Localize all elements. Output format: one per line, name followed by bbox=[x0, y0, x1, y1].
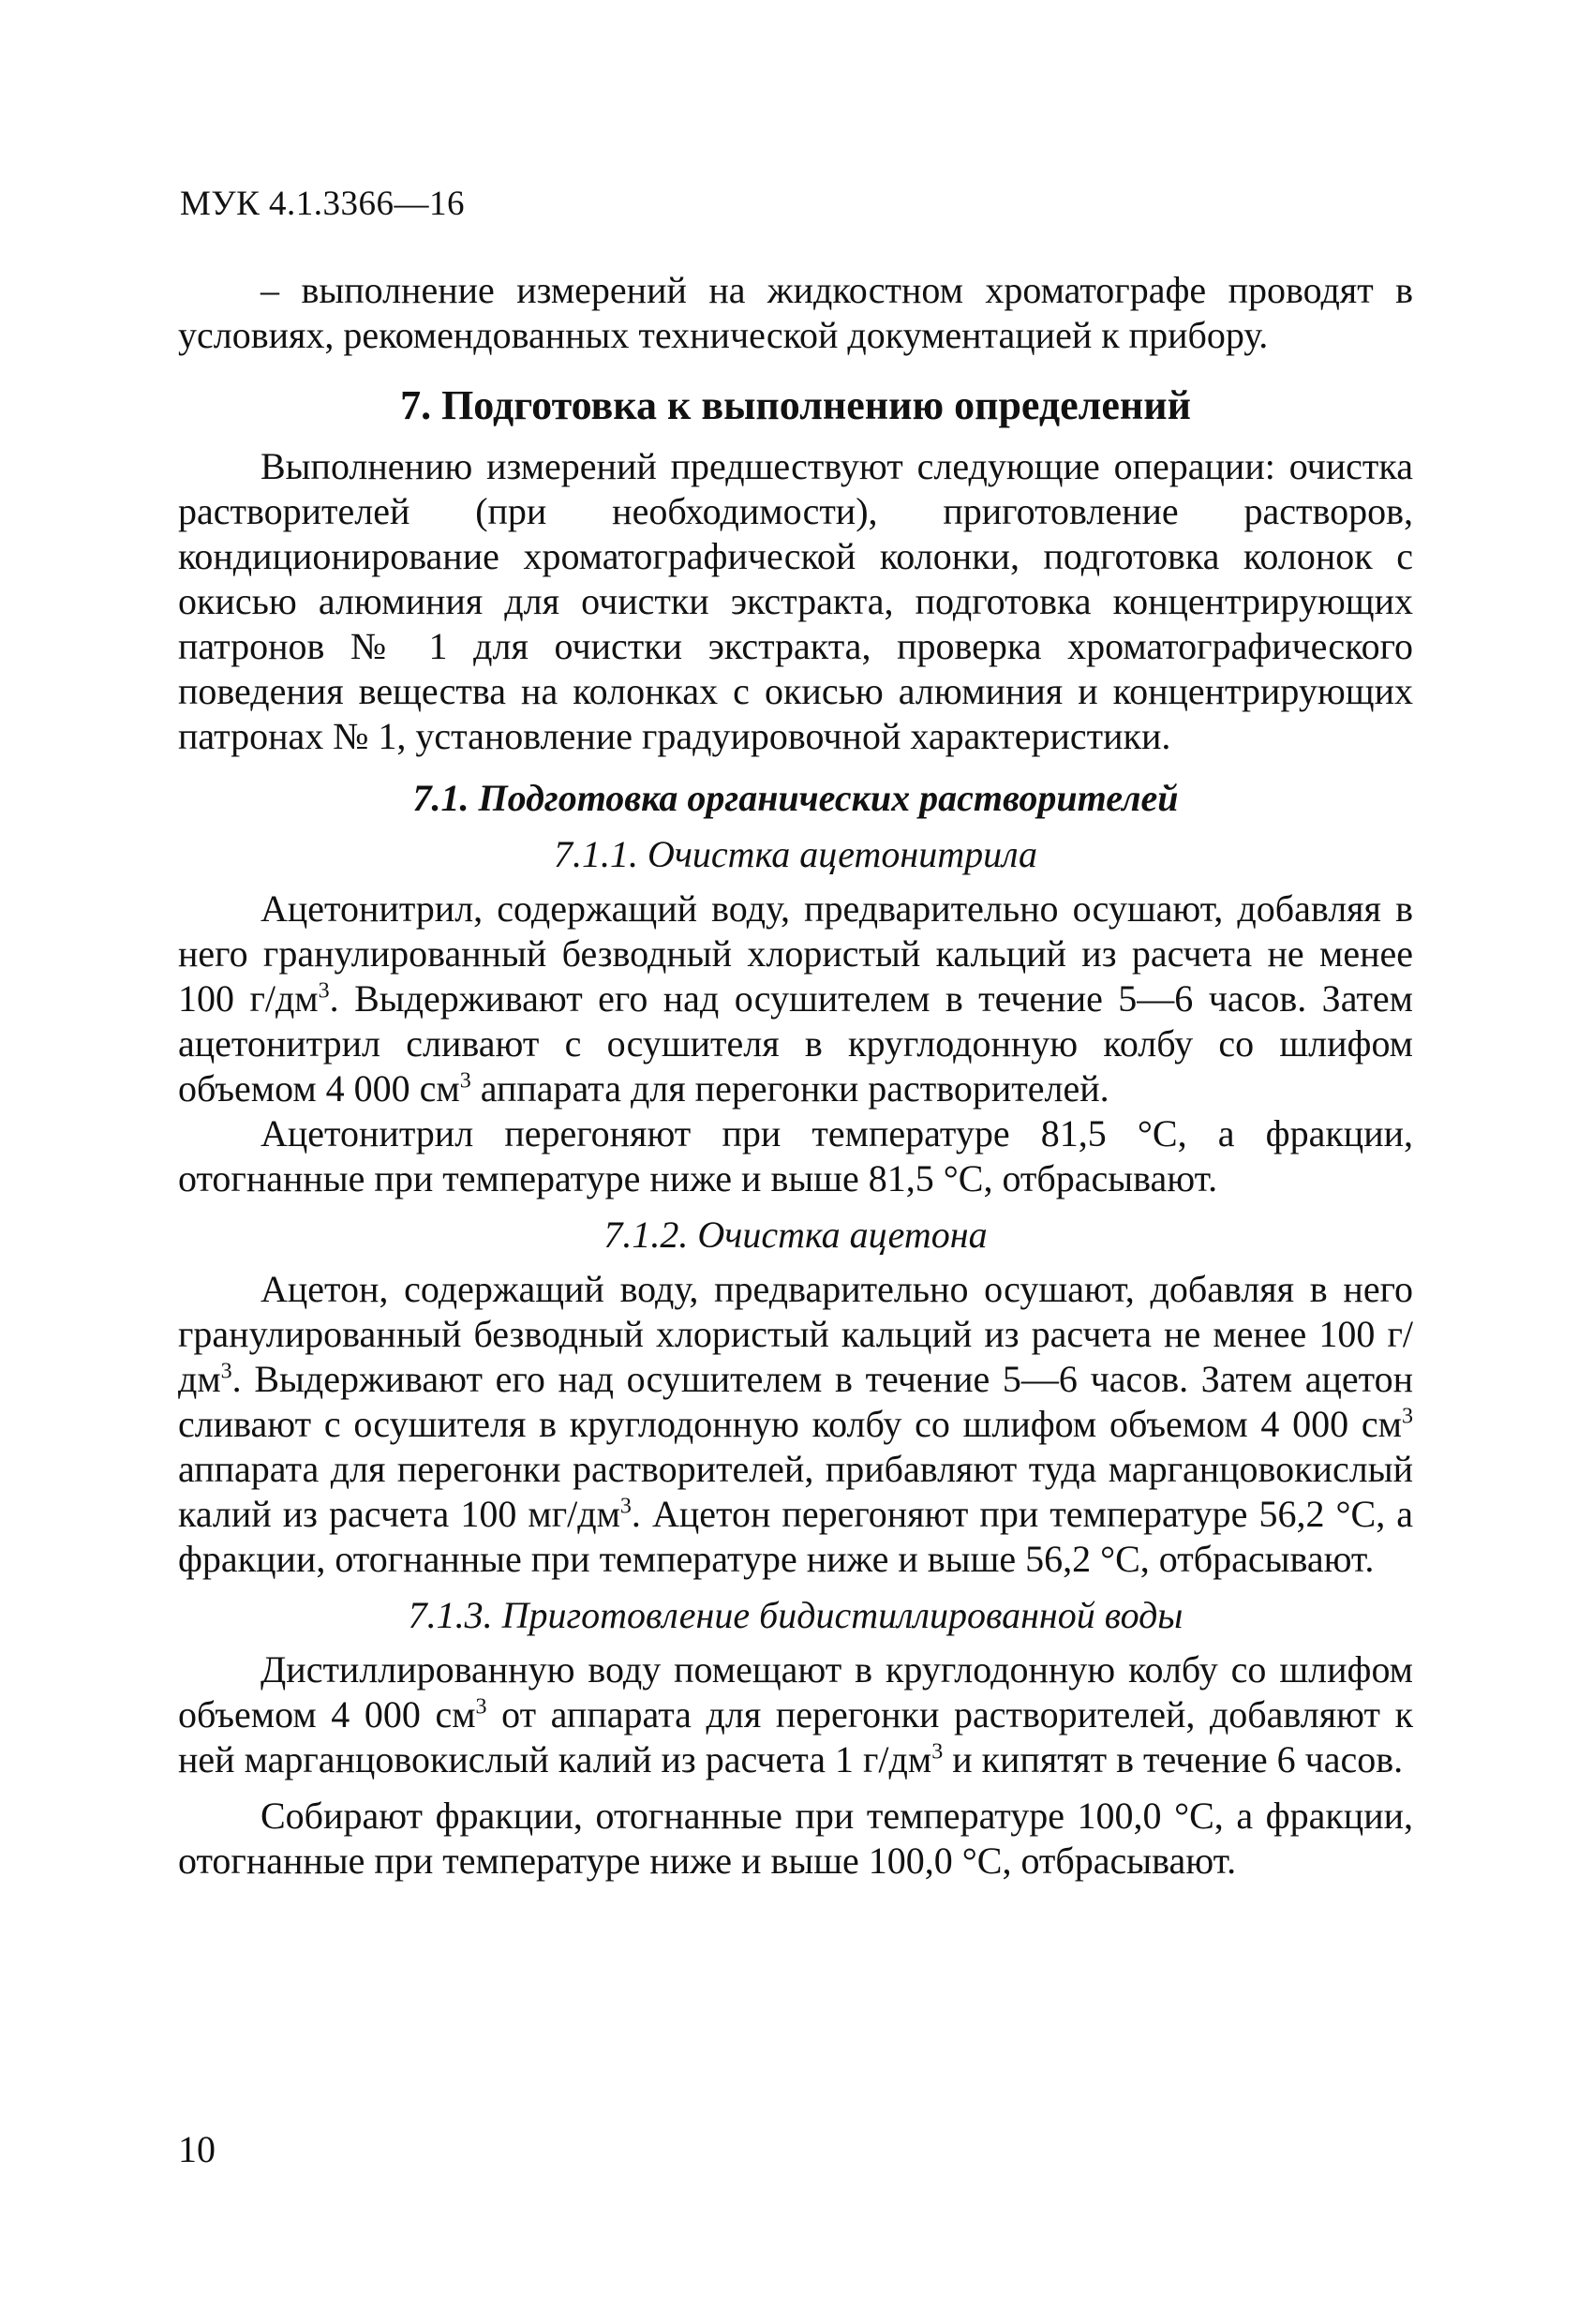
text-run: аппарата для перегонки растворителей, прибавляют туда марганцовокислый калий из расчета 100 мг/дм bbox=[178, 1448, 1413, 1535]
fractions-paragraph: Собирают фракции, отогнанные при температуре 100,0 °С, а фракции, отогнанные при температуре ниже и выше 100,0 °С, отбрасывают. bbox=[178, 1795, 1413, 1882]
intro-paragraph: – выполнение измерений на жидкостном хроматографе проводят в условиях, рекомендованных технической документацией к прибору. bbox=[178, 269, 1413, 356]
text-run: аппарата для перегонки растворителей. bbox=[470, 1067, 1109, 1110]
text-run: от аппарата для перегонки растворителей, добавляют к ней марганцовокислый калий из расчета 1 г/дм bbox=[178, 1693, 1413, 1780]
acetonitrile-drying-paragraph bbox=[178, 886, 1413, 1111]
document-code: МУК 4.1.3366—16 bbox=[180, 185, 466, 223]
text-run: Ацетон, содержащий воду, предварительно осушают, добавляя в него гранулированный безводный хлористый кальций из расчета не менее 100 г/дм bbox=[178, 1268, 1413, 1400]
superscript: 3 bbox=[459, 1068, 471, 1094]
text-run: . Выдерживают его над осушителем в течение 5—6 часов. Затем ацетон сливают с осушителя в круглодонную колбу со шлифом объемом 4 000 см bbox=[178, 1358, 1413, 1445]
superscript: 3 bbox=[220, 1359, 232, 1384]
text-run: Дистиллированную воду помещают в круглодонную колбу со шлифом объемом 4 000 см bbox=[178, 1648, 1413, 1736]
section-7-1-3-heading: 7.1.3. Приготовление бидистиллированной воды bbox=[408, 1594, 1184, 1636]
section-7-1-heading: 7.1. Подготовка органических растворителей bbox=[412, 777, 1179, 819]
superscript: 3 bbox=[318, 978, 330, 1004]
section-7-1-2-heading: 7.1.2. Очистка ацетона bbox=[603, 1214, 988, 1256]
section-7-paragraph: Выполнению измерений предшествуют следующие операции: очистка растворителей (при необходимости), приготовление растворов, кондиционирование хроматографической колонки, подготовка колонок с окисью алюминия для очистки экстракта, подготовка концентрирующих патронов № 1 для очистки экстракта, проверка хроматографического поведения вещества на колонках с окисью алюминия и концентрирующих патронах № 1, установление градуировочной характеристики. bbox=[178, 445, 1413, 757]
section-7-1-1-heading: 7.1.1. Очистка ацетонитрила bbox=[553, 833, 1038, 875]
text-run: Ацетонитрил, содержащий воду, предварительно осушают, добавляя в него гранулированный безводный хлористый кальций из расчета не менее 100 г/дм bbox=[178, 887, 1413, 1020]
text-run: . Ацетон перегоняют при температуре 56,2 °С, а фракции, отогнанные при температуре ниже и выше 56,2 °С, отбрасывают. bbox=[178, 1493, 1413, 1580]
text-run: . Выдерживают его над осушителем в течение 5—6 часов. Затем ацетонитрил сливают с осушителя в круглодонную колбу со шлифом объемом 4 000 см bbox=[178, 977, 1413, 1110]
section-7-heading: 7. Подготовка к выполнению определений bbox=[400, 382, 1191, 428]
bidistilled-water-paragraph bbox=[178, 1647, 1413, 1782]
superscript: 3 bbox=[475, 1694, 487, 1720]
superscript: 3 bbox=[1402, 1404, 1413, 1429]
page-number: 10 bbox=[178, 2128, 216, 2170]
acetone-paragraph bbox=[178, 1267, 1413, 1582]
superscript: 3 bbox=[619, 1494, 632, 1519]
acetonitrile-distillation-paragraph: Ацетонитрил перегоняют при температуре 81,5 °С, а фракции, отогнанные при температуре ниже и выше 81,5 °С, отбрасывают. bbox=[178, 1112, 1413, 1199]
superscript: 3 bbox=[931, 1739, 944, 1765]
page-content bbox=[178, 268, 1413, 1884]
text-run: и кипятят в течение 6 часов. bbox=[943, 1738, 1404, 1780]
